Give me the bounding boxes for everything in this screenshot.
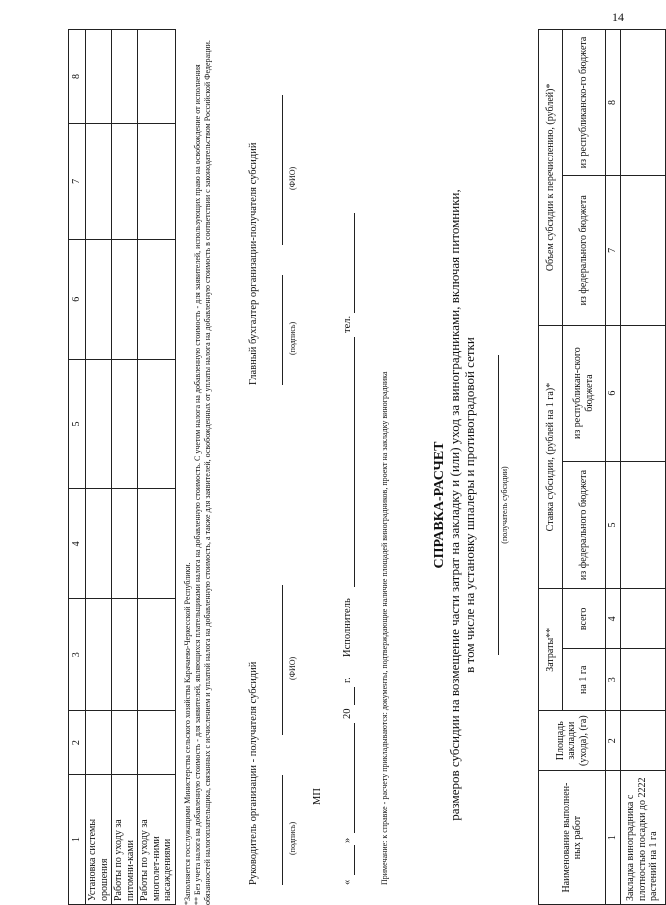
date-year-suffix: г. bbox=[342, 677, 353, 683]
table-cell bbox=[112, 359, 138, 489]
table-cell: 1 bbox=[606, 771, 621, 905]
table-cell bbox=[620, 589, 665, 649]
table-cell bbox=[138, 239, 176, 359]
table-cell bbox=[112, 239, 138, 359]
head-signature-label: Руководитель организации - получателя субсидий bbox=[248, 661, 259, 885]
table-cell bbox=[112, 123, 138, 239]
podpis-caption: (подпись) bbox=[288, 821, 297, 855]
calculation-table bbox=[538, 29, 666, 905]
table-cell: 2 bbox=[69, 711, 86, 775]
table-cell: 8 bbox=[69, 30, 86, 124]
table-cell: 3 bbox=[606, 649, 621, 711]
table-cell: Работы по уходу за многолет-ними насаждениями bbox=[138, 775, 176, 905]
header-cell: Площадь закладки (ухода), (га) bbox=[539, 711, 606, 771]
table-cell bbox=[620, 711, 665, 771]
table-cell bbox=[138, 599, 176, 711]
rotated-page-content bbox=[50, 0, 660, 905]
document-title-block bbox=[432, 105, 509, 905]
table-cell: Установка системы орошения bbox=[86, 775, 112, 905]
table-cell: 6 bbox=[69, 239, 86, 359]
footnotes bbox=[183, 29, 213, 905]
table-header-row bbox=[69, 30, 86, 905]
table-header-row bbox=[539, 30, 563, 905]
table-cell bbox=[620, 649, 665, 711]
table-cell bbox=[86, 711, 112, 775]
table-cell bbox=[86, 489, 112, 599]
date-year-line bbox=[354, 687, 355, 705]
table-cell bbox=[620, 30, 665, 176]
table-row bbox=[86, 30, 112, 905]
table-cell bbox=[138, 30, 176, 124]
accountant-fio-line bbox=[282, 95, 283, 245]
document-heading: СПРАВКА-РАСЧЕТ bbox=[432, 441, 447, 569]
table-cell: 4 bbox=[606, 589, 621, 649]
header-cell: из федерального бюджета bbox=[562, 461, 605, 589]
executor-label: Исполнитель bbox=[342, 598, 353, 657]
table-cell bbox=[138, 711, 176, 775]
table-cell bbox=[112, 599, 138, 711]
head-fio-line bbox=[282, 585, 283, 735]
table-cell: 2 bbox=[606, 711, 621, 771]
header-cell: всего bbox=[562, 589, 605, 649]
accountant-signature-label: Главный бухгалтер организации-получателя субсидий bbox=[248, 142, 259, 385]
date-day-line bbox=[354, 845, 355, 875]
header-cell: Объем субсидии к перечислению, (рублей)* bbox=[539, 30, 563, 326]
recipient-caption: (получатель субсидии) bbox=[498, 355, 509, 655]
fio-caption: (ФИО) bbox=[288, 166, 297, 190]
date-month-line bbox=[354, 723, 355, 833]
table-cell bbox=[86, 239, 112, 359]
table-cell: 8 bbox=[606, 30, 621, 176]
phone-line bbox=[354, 213, 355, 313]
table-cell: 5 bbox=[69, 359, 86, 489]
header-cell: Наименование выполнен-ных работ bbox=[539, 771, 606, 905]
date-open-quote: « bbox=[342, 879, 353, 885]
date-close-quote: » bbox=[342, 837, 353, 843]
table-cell: Закладка виноградника с плотностью посадки до 2222 растений на 1 га bbox=[620, 771, 665, 905]
table-cell: 6 bbox=[606, 325, 621, 461]
table-cell: 4 bbox=[69, 489, 86, 599]
table-row bbox=[620, 30, 665, 905]
head-signature-line bbox=[282, 775, 283, 885]
table-cell bbox=[86, 599, 112, 711]
table-cell: 7 bbox=[606, 175, 621, 325]
table-row bbox=[138, 30, 176, 905]
phone-label: тел. bbox=[342, 315, 353, 333]
header-cell: на 1 га bbox=[562, 649, 605, 711]
table-cell bbox=[86, 123, 112, 239]
header-cell: из федерального бюджета bbox=[562, 175, 605, 325]
table-cell bbox=[112, 489, 138, 599]
podpis-caption: (подпись) bbox=[288, 321, 297, 355]
table-cell bbox=[620, 175, 665, 325]
stamp-mark: МП bbox=[312, 788, 323, 805]
table-cell bbox=[620, 325, 665, 461]
document-subtitle-line-1: размеров субсидии на возмещение части затрат на закладку и (или) уход за виноградниками, включая питомники, bbox=[447, 189, 463, 821]
executor-line bbox=[354, 337, 355, 587]
table-cell: Работы по уходу за питомни-ками bbox=[112, 775, 138, 905]
document-subtitle-line-2: в том числе на установку шпалеры и противоградовой сетки bbox=[462, 337, 478, 673]
table-cell bbox=[112, 30, 138, 124]
fio-caption: (ФИО) bbox=[288, 656, 297, 680]
table-cell: 3 bbox=[69, 599, 86, 711]
footnote-1: *Заполняется госслужащими Министерства сельского хозяйства Карачаево-Черкесской Республики. bbox=[183, 562, 192, 905]
header-cell: Затраты** bbox=[539, 589, 563, 711]
table-cell: 7 bbox=[69, 123, 86, 239]
table-row bbox=[112, 30, 138, 905]
continuation-table bbox=[68, 29, 176, 905]
table-cell bbox=[620, 461, 665, 589]
table-cell bbox=[138, 123, 176, 239]
accountant-signature-line bbox=[282, 275, 283, 385]
page-number: 14 bbox=[612, 10, 624, 24]
table-cell: 5 bbox=[606, 461, 621, 589]
header-cell: Ставка субсидии, (рублей на 1 га)* bbox=[539, 325, 563, 589]
table-number-row bbox=[606, 30, 621, 905]
table-cell: 1 bbox=[69, 775, 86, 905]
table-cell bbox=[112, 711, 138, 775]
table-cell bbox=[86, 359, 112, 489]
header-cell: из республиканско-го бюджета bbox=[562, 30, 605, 176]
table-cell bbox=[86, 30, 112, 124]
date-year-prefix: 20 bbox=[342, 708, 353, 719]
table-cell bbox=[138, 489, 176, 599]
primechanie-note: Примечание: к справке - расчету прикладываются: документы, подтверждающие наличие площадей виноградников, проект на закладку виноградника bbox=[380, 371, 389, 885]
table-cell bbox=[138, 359, 176, 489]
header-cell: из республикан-ского бюджета bbox=[562, 325, 605, 461]
footnote-2: ** Без учета налога на добавленную стоимость - для заявителей, являющихся плательщиками налога на добавленную стоимость. С учетом налога на добавленную стоимость - для заявителей, использующих право на освобождение от исполнения обязанностей налогоплательщика, связанных с исчислением и уплатой налога на добавленную стоимость, а также для заявителей, освобожденных от уплаты налога на добавленную стоимость в соответствии с законодательством Российской Федерации. bbox=[193, 40, 212, 905]
